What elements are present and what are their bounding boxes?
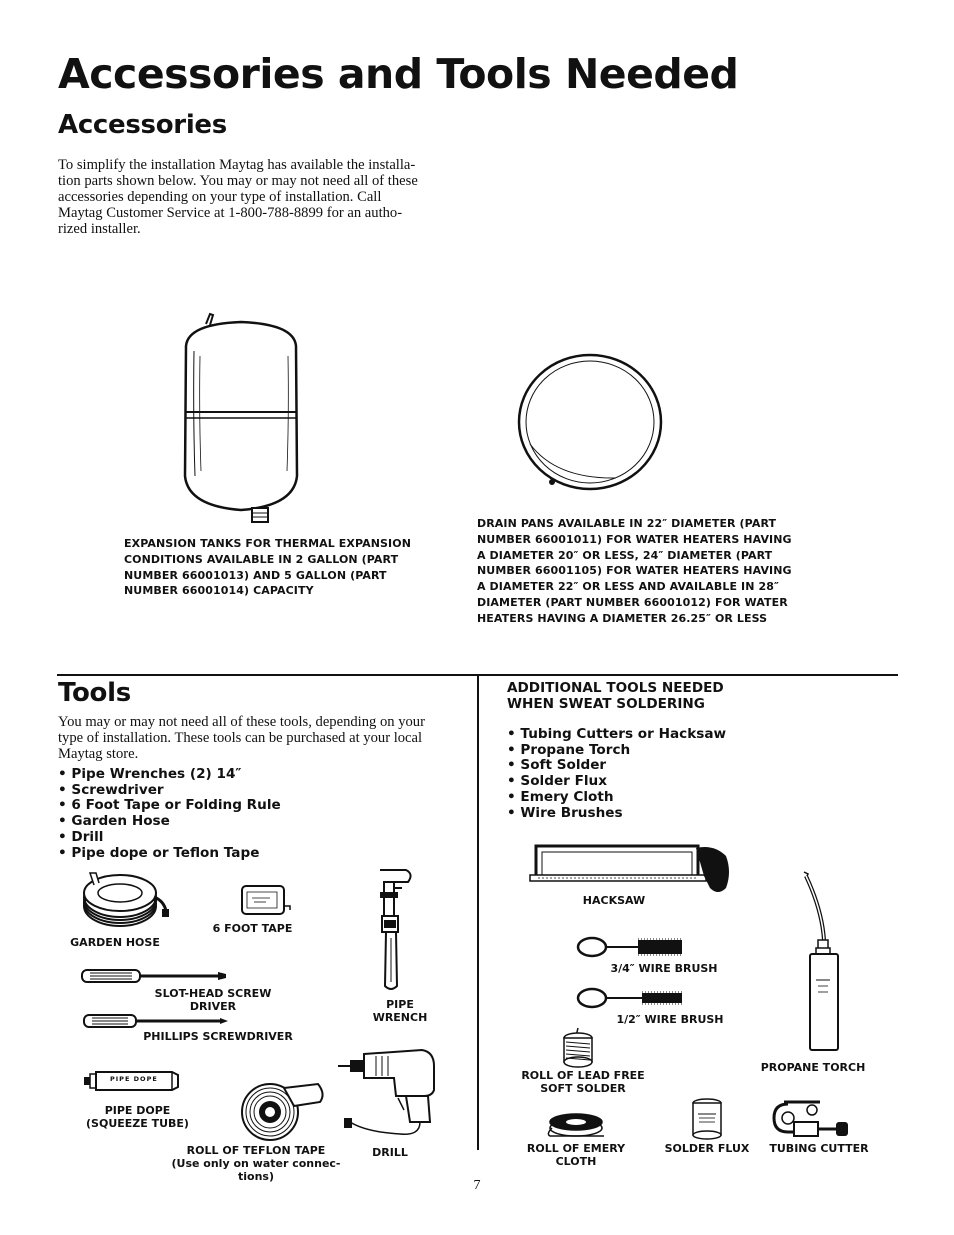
list-item: • Propane Torch <box>507 743 867 759</box>
list-item: • Drill <box>58 830 458 846</box>
propane-torch-label: PROPANE TORCH <box>760 1061 866 1074</box>
teflon-tape-illustration <box>240 1080 326 1142</box>
wire-brush-34-label: 3/4″ WIRE BRUSH <box>610 962 718 975</box>
pipe-wrench-illustration <box>372 866 422 994</box>
slot-screwdriver-label: SLOT-HEAD SCREW DRIVER <box>154 987 272 1013</box>
sweat-tools-heading: ADDITIONAL TOOLS NEEDED WHEN SWEAT SOLDERING <box>507 680 724 712</box>
list-item: • Emery Cloth <box>507 790 867 806</box>
solder-roll-illustration <box>560 1028 596 1068</box>
pipe-dope-label: PIPE DOPE (SQUEEZE TUBE) <box>86 1104 189 1130</box>
pipe-wrench-label: PIPE WRENCH <box>372 998 428 1024</box>
column-divider <box>477 676 479 1150</box>
page-title: Accessories and Tools Needed <box>58 50 739 98</box>
phillips-screwdriver-illustration <box>82 1011 232 1031</box>
list-item: • Solder Flux <box>507 774 867 790</box>
phillips-screwdriver-label: PHILLIPS SCREWDRIVER <box>143 1030 293 1043</box>
list-item: • Pipe dope or Teflon Tape <box>58 846 458 862</box>
solder-flux-label: SOLDER FLUX <box>664 1142 750 1155</box>
pipe-dope-tube-text: PIPE DOPE <box>110 1075 158 1083</box>
drain-pan-illustration <box>516 354 666 494</box>
garden-hose-label: GARDEN HOSE <box>70 936 160 949</box>
garden-hose-illustration <box>80 873 172 933</box>
page-number: 7 <box>473 1178 481 1193</box>
drain-pan-caption: DRAIN PANS AVAILABLE IN 22″ DIAMETER (PART NUMBER 66001011) FOR WATER HEATERS HAVING A DIAMETER 20″ OR LESS, 24″ DIAMETER (PART NUMBER 66001105) FOR WATER HEATERS HAVING A DIAMETER 22″ OR LESS AND AVAILABLE IN 28″ DIAMETER (PART NUMBER 66001012) FOR WATER HEATERS HAVING A DIAMETER 26.25″ OR LESS <box>477 517 792 625</box>
six-foot-tape-label: 6 FOOT TAPE <box>212 922 293 935</box>
list-item: • 6 Foot Tape or Folding Rule <box>58 798 458 814</box>
list-item: • Pipe Wrenches (2) 14″ <box>58 767 458 783</box>
pipe-dope-illustration <box>84 1070 180 1092</box>
teflon-tape-label: ROLL OF TEFLON TAPE (Use only on water connec- tions) <box>171 1144 341 1183</box>
tools-intro: You may or may not need all of these tools, depending on your type of installation. These tools can be purchased at your local Maytag store. <box>58 714 425 762</box>
drill-label: DRILL <box>372 1146 408 1159</box>
hacksaw-label: HACKSAW <box>582 894 646 907</box>
list-item: • Screwdriver <box>58 783 458 799</box>
tools-heading: Tools <box>58 678 131 708</box>
list-item: • Tubing Cutters or Hacksaw <box>507 727 867 743</box>
propane-torch-illustration <box>796 870 846 1052</box>
tubing-cutter-illustration <box>772 1098 852 1140</box>
list-item: • Garden Hose <box>58 814 458 830</box>
hacksaw-illustration <box>528 842 732 896</box>
expansion-tank-illustration <box>176 306 306 528</box>
tape-measure-illustration <box>240 884 292 916</box>
slot-screwdriver-illustration <box>80 966 230 986</box>
emery-cloth-illustration <box>546 1110 608 1138</box>
solder-roll-label: ROLL OF LEAD FREE SOFT SOLDER <box>521 1069 645 1095</box>
tubing-cutter-label: TUBING CUTTER <box>769 1142 869 1155</box>
sweat-tools-list <box>507 727 867 821</box>
wire-brush-12-label: 1/2″ WIRE BRUSH <box>616 1013 724 1026</box>
wire-brush-12-illustration <box>576 987 686 1009</box>
list-item: • Soft Solder <box>507 758 867 774</box>
list-item: • Wire Brushes <box>507 806 867 822</box>
solder-flux-illustration <box>690 1098 724 1140</box>
emery-cloth-label: ROLL OF EMERY CLOTH <box>526 1142 626 1168</box>
wire-brush-34-illustration <box>576 936 684 958</box>
accessories-intro: To simplify the installation Maytag has available the installa- tion parts shown below. You may or may not need all of these accessories depending on your type of installation. Call Maytag Customer Service at 1-800-788-8899 for an autho- rized installer. <box>58 157 418 237</box>
tools-list <box>58 767 458 861</box>
drill-illustration <box>336 1048 440 1140</box>
expansion-tank-caption: EXPANSION TANKS FOR THERMAL EXPANSION CONDITIONS AVAILABLE IN 2 GALLON (PART NUMBER 66001013) AND 5 GALLON (PART NUMBER 66001014) CAPACITY <box>124 537 412 598</box>
accessories-heading: Accessories <box>58 110 227 140</box>
